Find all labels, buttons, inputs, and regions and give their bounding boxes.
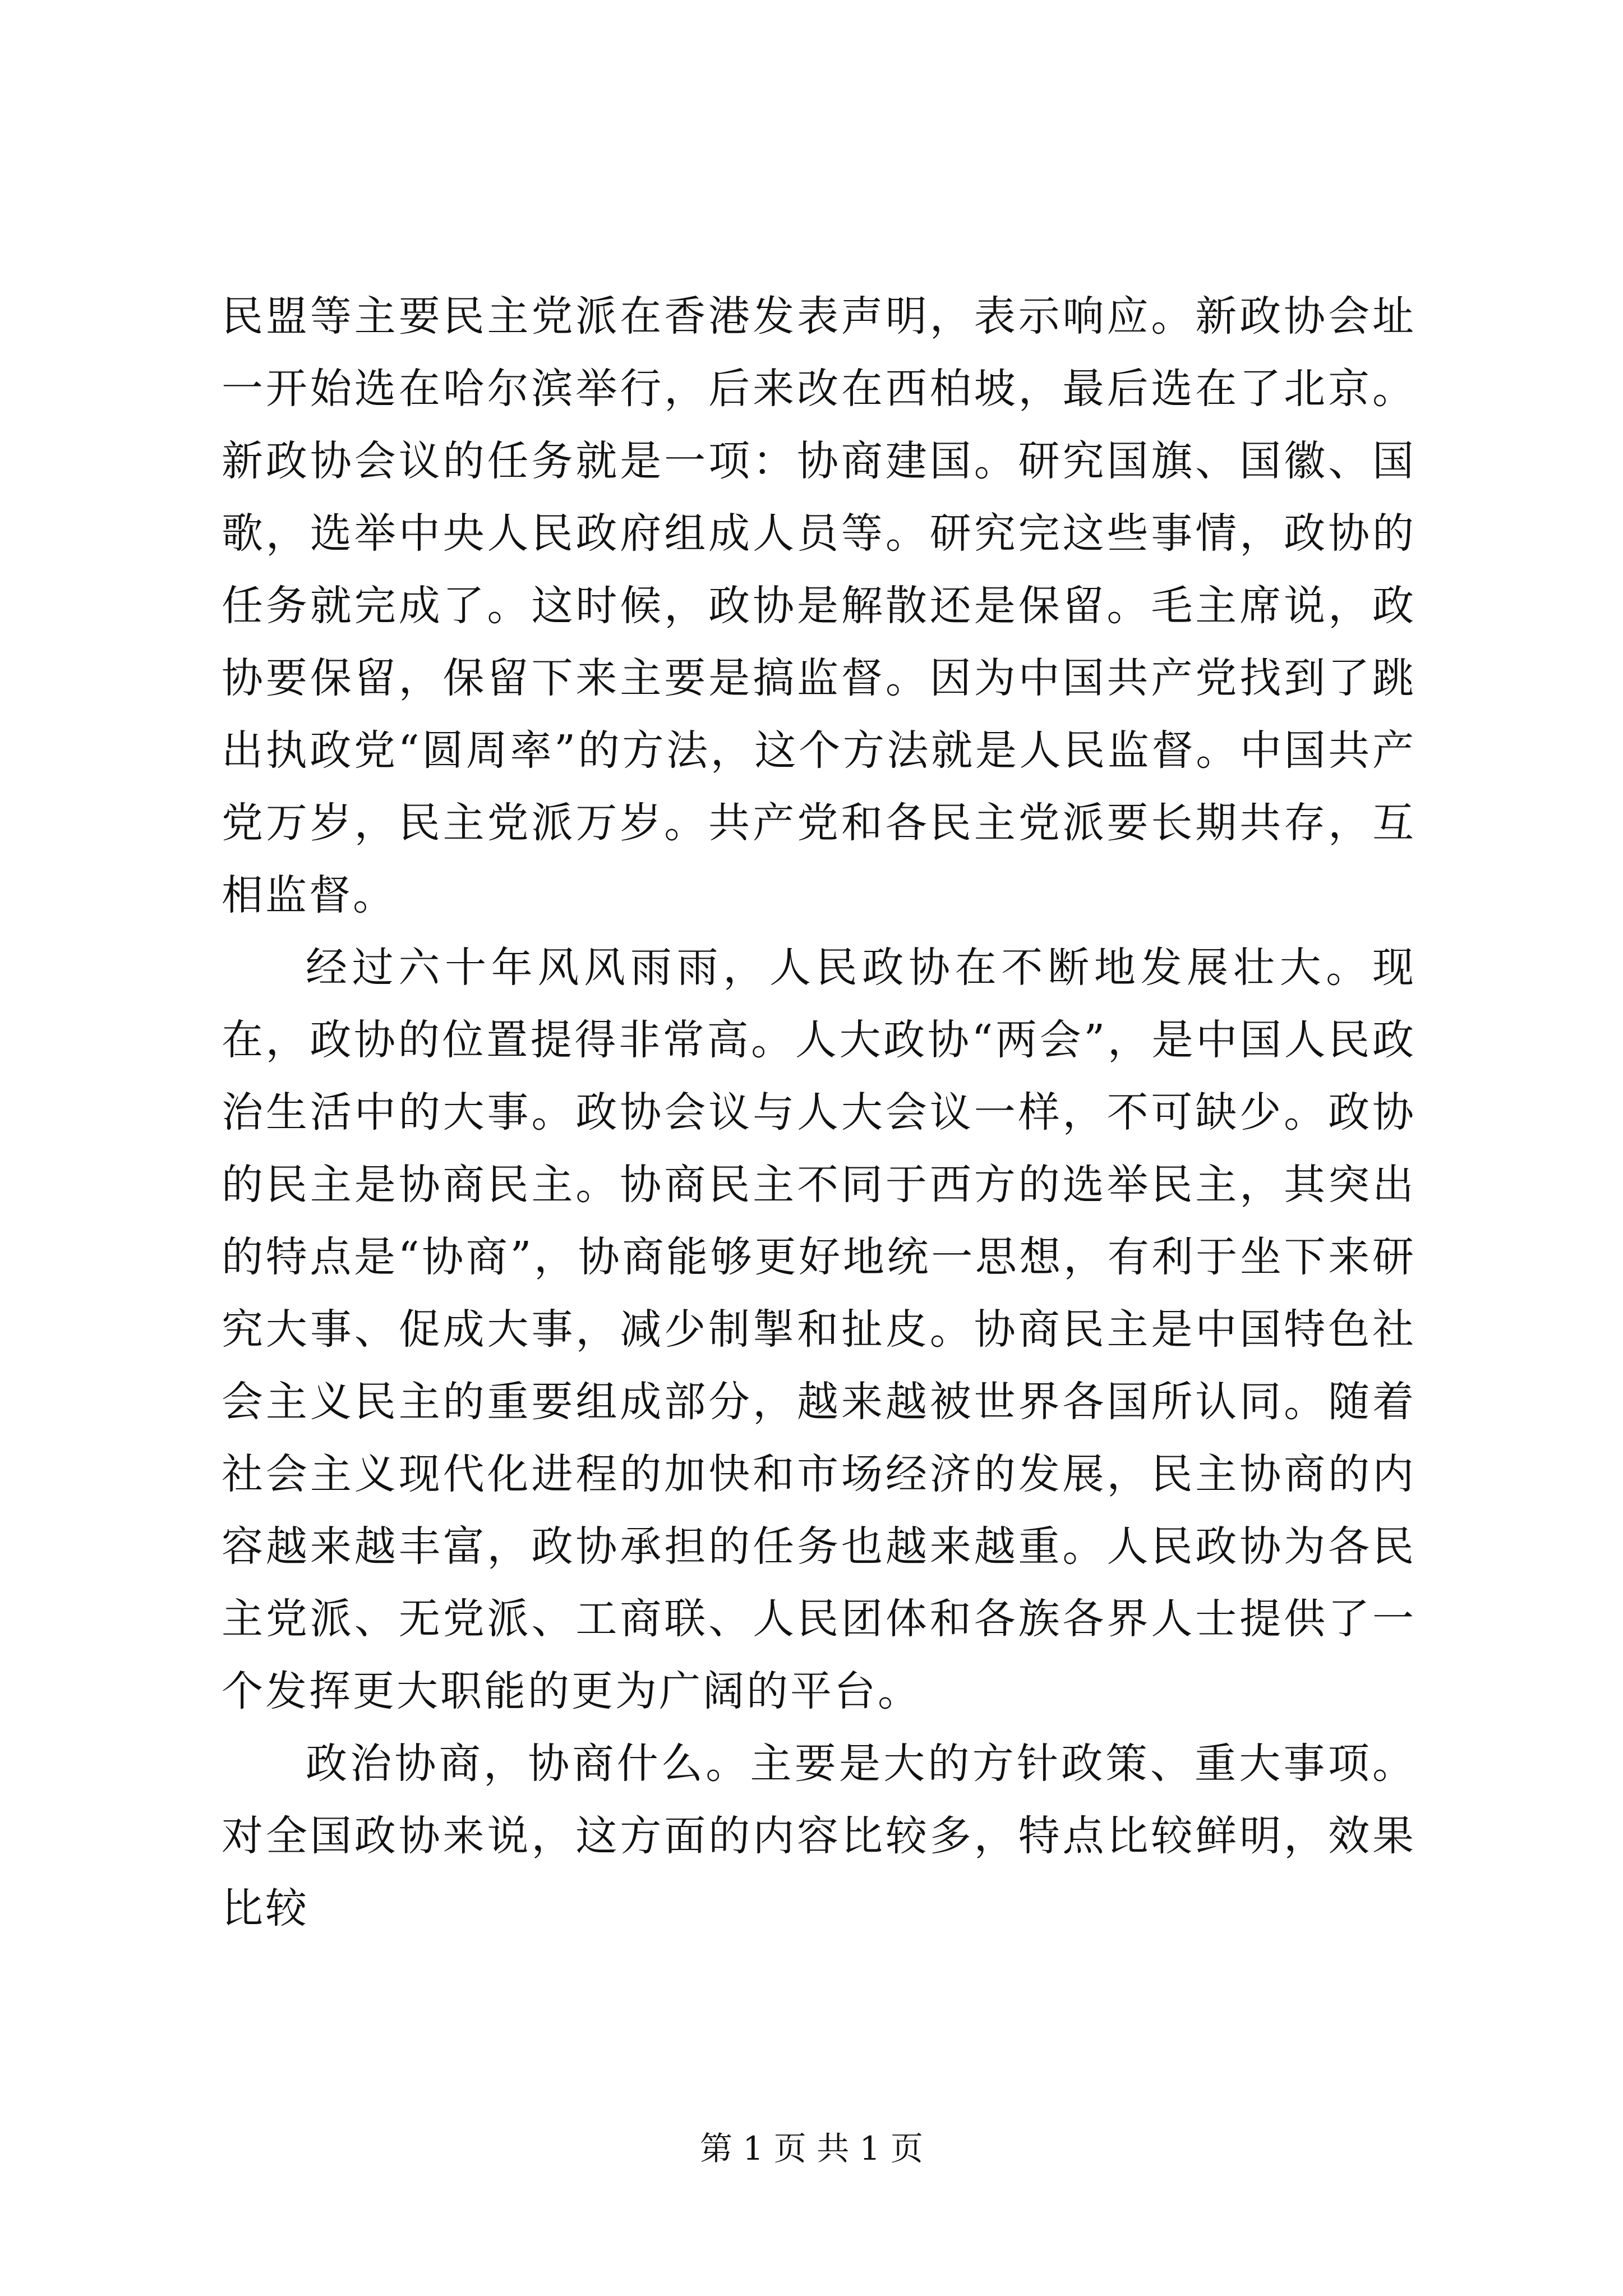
paragraph-2: 经过六十年风风雨雨，人民政协在不断地发展壮大。现在，政协的位置提得非常高。人大政协“两会”，是中国人民政治生活中的大事。政协会议与人大会议一样，不可缺少。政协的民主是协商民主。协商民主不同于西方的选举民主，其突出的特点是“协商”，协商能够更好地统一思想，有利于坐下来研究大事、促成大事，减少制掣和扯皮。协商民主是中国特色社会主义民主的重要组成部分，越来越被世界各国所认同。随着社会主义现代化进程的加快和市场经济的发展，民主协商的内容越来越丰富，政协承担的任务也越来越重。人民政协为各民主党派、无党派、工商联、人民团体和各族各界人士提供了一个发挥更大职能的更为广阔的平台。	[222, 944, 1416, 1715]
paragraph-1: 民盟等主要民主党派在香港发表声明，表示响应。新政协会址一开始选在哈尔滨举行，后来改在西柏坡，最后选在了北京。新政协会议的任务就是一项：协商建国。研究国旗、国徽、国歌，选举中央人民政府组成人员等。研究完这些事情，政协的任务就完成了。这时候，政协是解散还是保留。毛主席说，政协要保留，保留下来主要是搞监督。因为中国共产党找到了跳出执政党“圆周率”的方法，这个方法就是人民监督。中国共产党万岁，民主党派万岁。共产党和各民主党派要长期共存，互相监督。	[222, 292, 1416, 919]
paragraph-3: 政治协商，协商什么。主要是大的方针政策、重大事项。对全国政协来说，这方面的内容比较多，特点比较鲜明，效果比较	[222, 1740, 1416, 1932]
page-footer: 第 1 页 共 1 页	[700, 2129, 923, 2168]
document-body	[222, 280, 1416, 1945]
